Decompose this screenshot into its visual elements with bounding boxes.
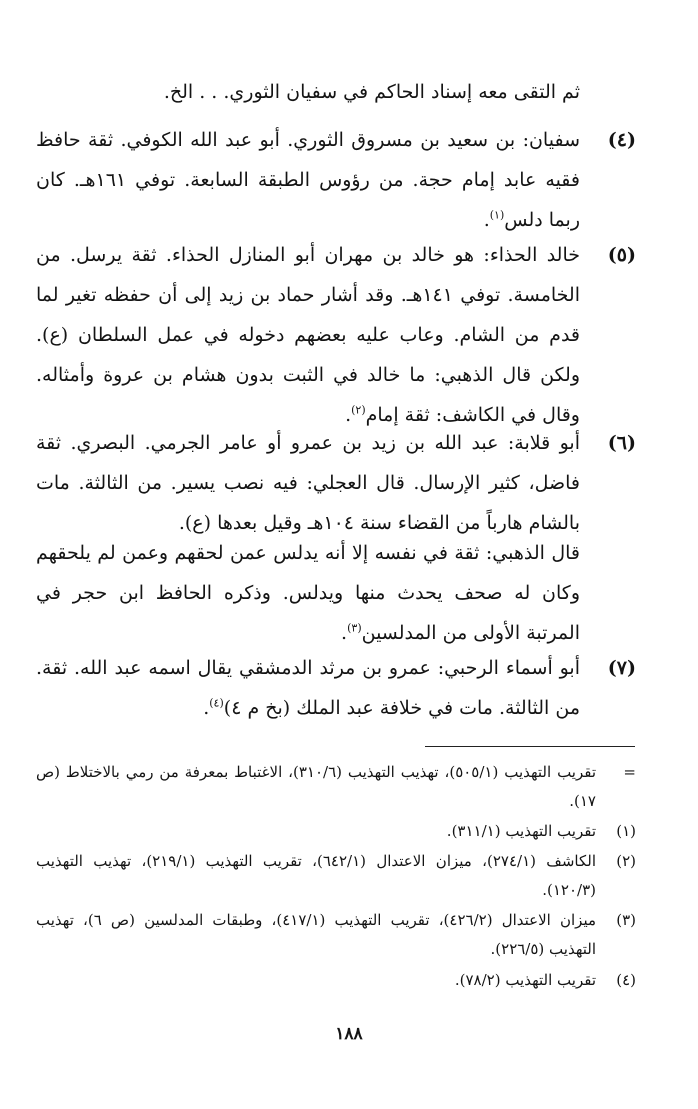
entry-text: خالد الحذاء: هو خالد بن مهران أبو المنازل الحذاء. ثقة يرسل. من الخامسة. توفي ١٤١هـ. وقد أشار حماد بن زيد إلى أن حفظه تغير لما قدم من الشام. وعاب عليه بعضهم دخوله في عمل السلطان (ع). ولكن قال الذهبي: ما خالد في الثبت بدون هشام بن عروة وأمثاله. وقال في الكاشف: ثقة إمام$^{(٢)}$. bbox=[36, 244, 580, 426]
footnote-2 bbox=[36, 847, 636, 905]
footnote-continued bbox=[36, 758, 636, 816]
footnote-marker: = bbox=[623, 763, 636, 781]
entry-4 bbox=[36, 120, 636, 240]
entry-text: أبو أسماء الرحبي: عمرو بن مرثد الدمشقي يقال اسمه عبد الله. ثقة. من الثالثة. مات في خلافة عبد الملك (بخ م ٤)$^{(٤)}$. bbox=[36, 657, 580, 719]
footnote-4 bbox=[36, 966, 636, 995]
entry-6 bbox=[36, 423, 636, 543]
footnote-text: تقريب التهذيب (٥٠٥/١)، تهذيب التهذيب (٣١٠/٦)، الاغتباط بمعرفة من رمي بالاختلاط (ص ١٧). bbox=[36, 763, 597, 810]
footnote-separator bbox=[425, 746, 635, 747]
footnote-text: ميزان الاعتدال (٤٢٦/٢)، تقريب التهذيب (٤١٧/١)، وطبقات المدلسين (ص ٦)، تهذيب التهذيب (٢٢٦/٥). bbox=[36, 911, 597, 958]
entry-number: (٥) bbox=[607, 244, 636, 266]
page-number: ١٨٨ bbox=[335, 1024, 363, 1044]
dhahabi-paragraph: قال الذهبي: ثقة في نفسه إلا أنه يدلس عمن لحقهم وعمن لم يلحقهم وكان له صحف يحدث منها ويدلس. وذكره الحافظ ابن حجر في المرتبة الأولى من المدلسين$^{(٣)}$. bbox=[36, 542, 580, 644]
entry-5 bbox=[36, 235, 636, 435]
entry-number: (٤) bbox=[607, 129, 636, 151]
footnote-ref: (١) bbox=[489, 208, 505, 222]
intro-line: ثم التقى معه إسناد الحاكم في سفيان الثوري. . . الخ. bbox=[163, 81, 580, 103]
footnote-marker: (٣) bbox=[616, 911, 636, 929]
entry-number: (٦) bbox=[607, 432, 636, 454]
footnote-marker: (٤) bbox=[616, 971, 636, 989]
footnote-marker: (٢) bbox=[616, 852, 636, 870]
footnote-ref: (٢) bbox=[351, 403, 366, 417]
footnote-ref: (٤) bbox=[209, 696, 224, 710]
entry-text: سفيان: بن سعيد بن مسروق الثوري. أبو عبد الله الكوفي. ثقة حافظ فقيه عابد إمام حجة. من رؤوس الطبقة السابعة. توفي ١٦١هـ. كان ربما دلس$^{(١)}$. bbox=[36, 129, 581, 231]
footnote-text: تقريب التهذيب (٣١١/١). bbox=[446, 822, 596, 840]
footnote-marker: (١) bbox=[616, 822, 636, 840]
footnote-1 bbox=[36, 817, 636, 846]
footnote-ref: (٣) bbox=[347, 621, 362, 635]
footnote-text: الكاشف (٢٧٤/١)، ميزان الاعتدال (٦٤٢/١)، تقريب التهذيب (٢١٩/١)، تهذيب التهذيب (١٢٠/٣). bbox=[36, 852, 596, 899]
entry-7 bbox=[36, 648, 636, 728]
entry-number: (٧) bbox=[607, 657, 636, 679]
footnote-text: تقريب التهذيب (٧٨/٢). bbox=[454, 971, 596, 989]
footnote-3 bbox=[36, 906, 636, 964]
entry-text: أبو قلابة: عبد الله بن زيد بن عمرو أو عامر الجرمي. البصري. ثقة فاضل، كثير الإرسال. قال العجلي: فيه نصب يسير. من الثالثة. مات بالشام هارباً من القضاء سنة ١٠٤هـ وقيل بعدها (ع). bbox=[36, 432, 580, 534]
